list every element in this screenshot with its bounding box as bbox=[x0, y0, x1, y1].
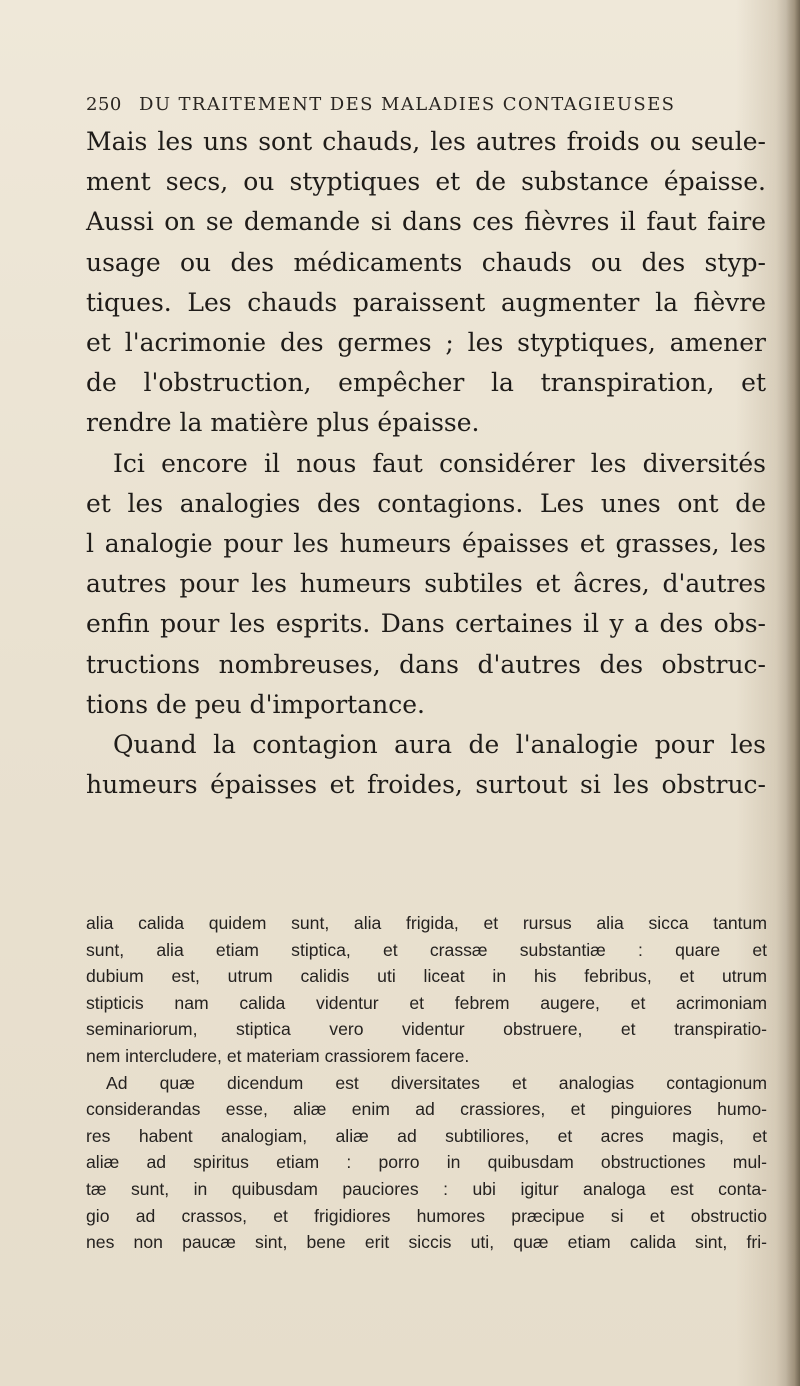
french-line: Ici encore il nous faut considérer les diversités bbox=[113, 448, 766, 478]
french-line: rendre la matière plus épaisse. bbox=[86, 408, 480, 438]
running-header bbox=[86, 94, 746, 115]
latin-original-text bbox=[86, 910, 767, 1256]
latin-line: seminariorum, stiptica vero videntur obstruere, et transpiratio- bbox=[86, 1019, 767, 1040]
french-line: et l'acrimonie des germes ; les styptiques, amener bbox=[86, 328, 766, 358]
french-line: de l'obstruction, empêcher la transpiration, et bbox=[86, 368, 766, 398]
french-line: l analogie pour les humeurs épaisses et grasses, les bbox=[86, 529, 766, 559]
french-line: usage ou des médicaments chauds ou des styp- bbox=[86, 247, 766, 277]
french-line: tions de peu d'importance. bbox=[86, 689, 425, 719]
latin-line: nem intercludere, et materiam crassiorem facere. bbox=[86, 1045, 470, 1066]
latin-line: stipticis nam calida videntur et febrem augere, et acrimoniam bbox=[86, 992, 767, 1013]
page-number: 250 bbox=[86, 94, 122, 115]
latin-line: res habent analogiam, aliæ ad subtiliores, et acres magis, et bbox=[86, 1125, 767, 1146]
running-title: DU TRAITEMENT DES MALADIES CONTAGIEUSES bbox=[138, 94, 676, 115]
french-line: tiques. Les chauds paraissent augmenter la fièvre bbox=[86, 287, 766, 317]
latin-line: nes non paucæ sint, bene erit siccis uti, quæ etiam calida sint, fri- bbox=[86, 1232, 767, 1253]
latin-line: Ad quæ dicendum est diversitates et analogias contagionum bbox=[106, 1072, 767, 1093]
latin-line: tæ sunt, in quibusdam pauciores : ubi igitur analoga est conta- bbox=[86, 1178, 767, 1199]
french-line: humeurs épaisses et froides, surtout si les obstruc- bbox=[86, 770, 766, 800]
latin-line: gio ad crassos, et frigidiores humores præcipue si et obstructio bbox=[86, 1205, 767, 1226]
french-line: Quand la contagion aura de l'analogie pour les bbox=[113, 730, 766, 760]
latin-line: sunt, alia etiam stiptica, et crassæ substantiæ : quare et bbox=[86, 939, 767, 960]
latin-line: considerandas esse, aliæ enim ad crassiores, et pinguiores humo- bbox=[86, 1099, 767, 1120]
french-translation-text bbox=[86, 122, 766, 805]
page-edge-shadow bbox=[786, 0, 800, 1386]
latin-line: dubium est, utrum calidis uti liceat in his febribus, et utrum bbox=[86, 966, 767, 987]
latin-line: aliæ ad spiritus etiam : porro in quibusdam obstructiones mul- bbox=[86, 1152, 767, 1173]
french-line: ment secs, ou styptiques et de substance épaisse. bbox=[86, 167, 766, 197]
french-line: tructions nombreuses, dans d'autres des obstruc- bbox=[86, 649, 766, 679]
french-line: et les analogies des contagions. Les unes ont de bbox=[86, 488, 766, 518]
french-line: Mais les uns sont chauds, les autres froids ou seule- bbox=[86, 127, 766, 156]
french-line: enfin pour les esprits. Dans certaines il y a des obs- bbox=[86, 609, 766, 639]
french-line: Aussi on se demande si dans ces fièvres il faut faire bbox=[86, 207, 766, 237]
latin-line: alia calida quidem sunt, alia frigida, et rursus alia sicca tantum bbox=[86, 913, 767, 933]
french-line: autres pour les humeurs subtiles et âcres, d'autres bbox=[86, 569, 766, 599]
